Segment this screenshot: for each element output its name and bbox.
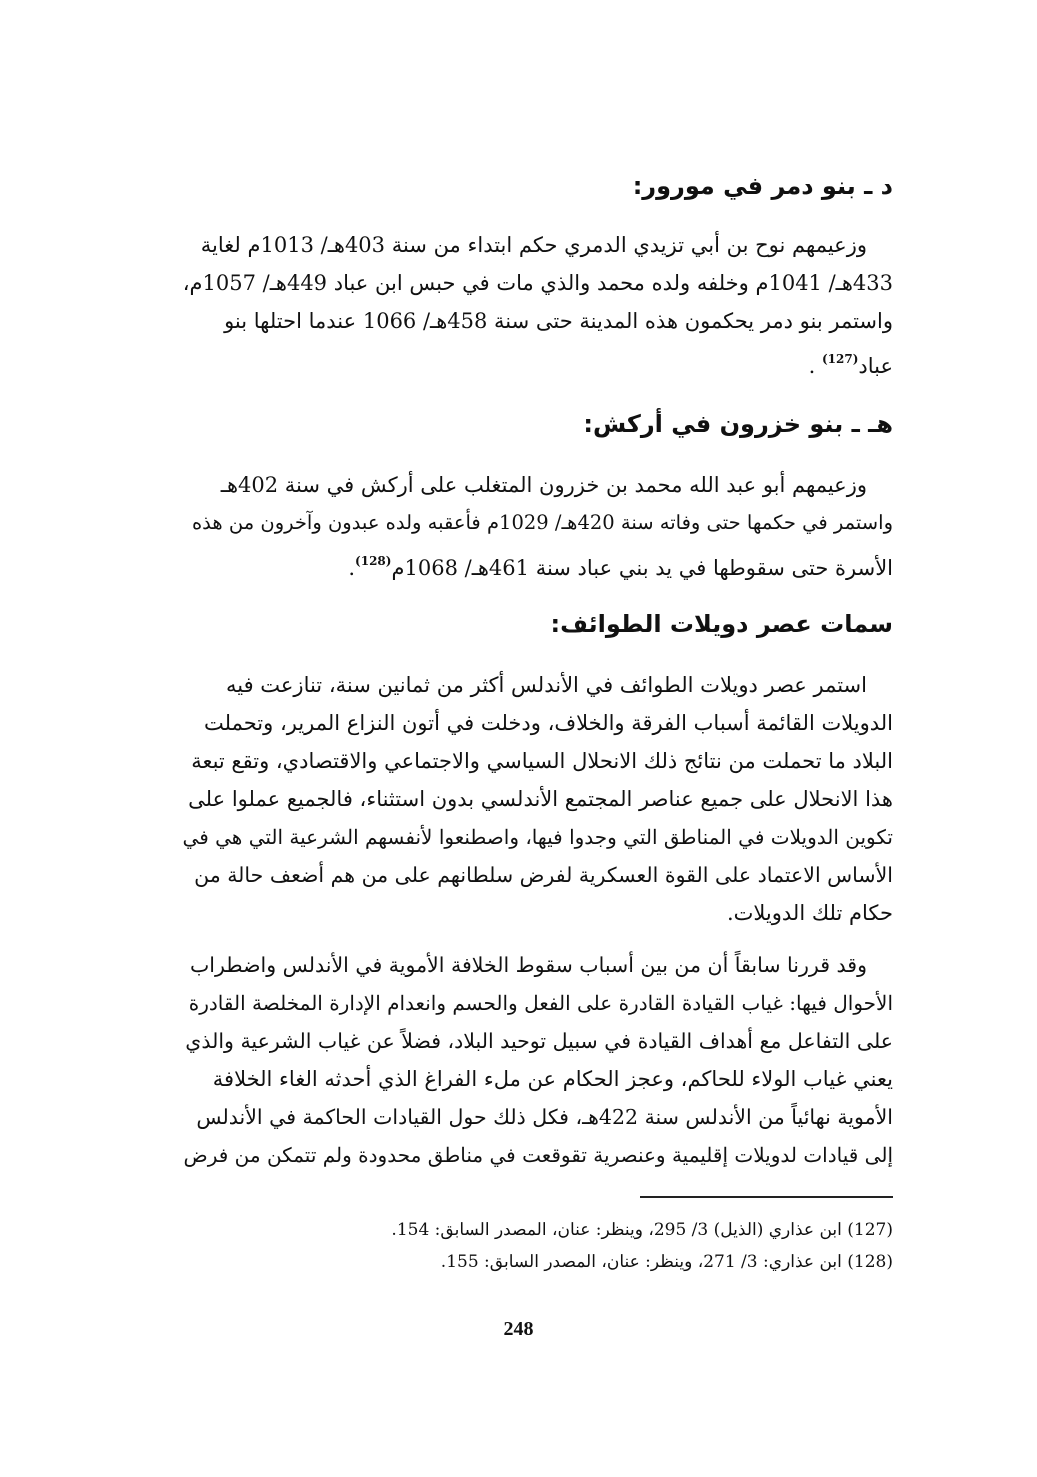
- paragraph-line: واستمر في حكمها حتى وفاته سنة 420هـ/ 1029م فأعقبه ولده عبدون وآخرون من هذه: [191, 511, 893, 534]
- paragraph-line: واستمر بنو دمر يحكمون هذه المدينة حتى سنة 458هـ/ 1066 عندما احتلها بنو: [224, 309, 893, 333]
- features-heading: سمات عصر دويلات الطوائف:: [550, 610, 893, 638]
- paragraph-text: عباد: [858, 354, 893, 378]
- sentence-end: .: [808, 354, 816, 378]
- footnote-separator: [640, 1196, 893, 1198]
- paragraph-line: حكام تلك الدويلات.: [726, 901, 893, 925]
- paragraph-line: الأموية نهائياً من الأندلس سنة 422هـ، فكل ذلك حول القيادات الحاكمة في الأندلس: [196, 1105, 893, 1129]
- features-paragraph-1: [180, 666, 893, 932]
- paragraph-line: الأساس الاعتماد على القوة العسكرية لفرض سلطانهم على من هم أضعف حالة من: [194, 863, 893, 887]
- footnote-reference: (128): [355, 554, 392, 568]
- paragraph-line: تكوين الدويلات في المناطق التي وجدوا فيها، واصطنعوا لأنفسهم الشرعية التي هي في: [182, 825, 893, 849]
- paragraph-line: [180, 340, 893, 378]
- paragraph-line: على التفاعل مع أهداف القيادة في سبيل توحيد البلاد، فضلاً عن غياب الشرعية والذي: [185, 1029, 893, 1053]
- section-d-paragraph: [180, 226, 893, 378]
- sentence-end: .: [348, 556, 356, 580]
- footnote-128: (128) ابن عذاري: 3/ 271، وينظر: عنان، المصدر السابق: 155.: [440, 1252, 893, 1272]
- features-paragraph-2: [180, 946, 893, 1174]
- section-h-heading: هـ ـ بنو خزرون في أركش:: [583, 410, 893, 438]
- paragraph-line: وزعيمهم نوح بن أبي تزيدي الدمري حكم ابتداء من سنة 403هـ/ 1013م لغاية: [200, 233, 867, 257]
- page-number: 248: [503, 1318, 534, 1340]
- paragraph-line: وقد قررنا سابقاً أن من بين أسباب سقوط الخلافة الأموية في الأندلس واضطراب: [190, 953, 867, 977]
- paragraph-text: الأسرة حتى سقوطها في يد بني عباد سنة 461هـ/ 1068م: [391, 556, 893, 580]
- paragraph-line: وزعيمهم أبو عبد الله محمد بن خزرون المتغلب على أركش في سنة 402هـ: [220, 473, 867, 497]
- paragraph-line: الأحوال فيها: غياب القيادة القادرة على الفعل والحسم وانعدام الإدارة المخلصة القادرة: [188, 991, 893, 1015]
- paragraph-line: الدويلات القائمة أسباب الفرقة والخلاف، ودخلت في أتون النزاع المرير، وتحملت: [204, 711, 893, 735]
- paragraph-line: يعني غياب الولاء للحاكم، وعجز الحكام عن ملء الفراغ الذي أحدثه الغاء الخلافة: [212, 1067, 893, 1091]
- paragraph-line: البلاد ما تحملت من نتائج ذلك الانحلال السياسي والاجتماعي والاقتصادي، وتقع تبعة: [191, 749, 893, 773]
- paragraph-line: [180, 542, 893, 580]
- section-h-paragraph: [180, 466, 893, 580]
- paragraph-line: 433هـ/ 1041م وخلفه ولده محمد والذي مات في حبس ابن عباد 449هـ/ 1057م،: [182, 271, 893, 295]
- paragraph-line: استمر عصر دويلات الطوائف في الأندلس أكثر من ثمانين سنة، تنازعت فيه: [225, 673, 867, 697]
- footnote-reference: (127): [821, 352, 859, 366]
- section-d-heading: د ـ بنو دمر في مورور:: [632, 172, 893, 200]
- paragraph-line: إلى قيادات لدويلات إقليمية وعنصرية تقوقعت في مناطق محدودة ولم تتمكن من فرض: [183, 1143, 893, 1167]
- footnote-127: (127) ابن عذاري (الذيل) 3/ 295، وينظر: عنان، المصدر السابق: 154.: [391, 1220, 893, 1240]
- paragraph-line: هذا الانحلال على جميع عناصر المجتمع الأندلسي بدون استثناء، فالجميع عملوا على: [188, 787, 893, 811]
